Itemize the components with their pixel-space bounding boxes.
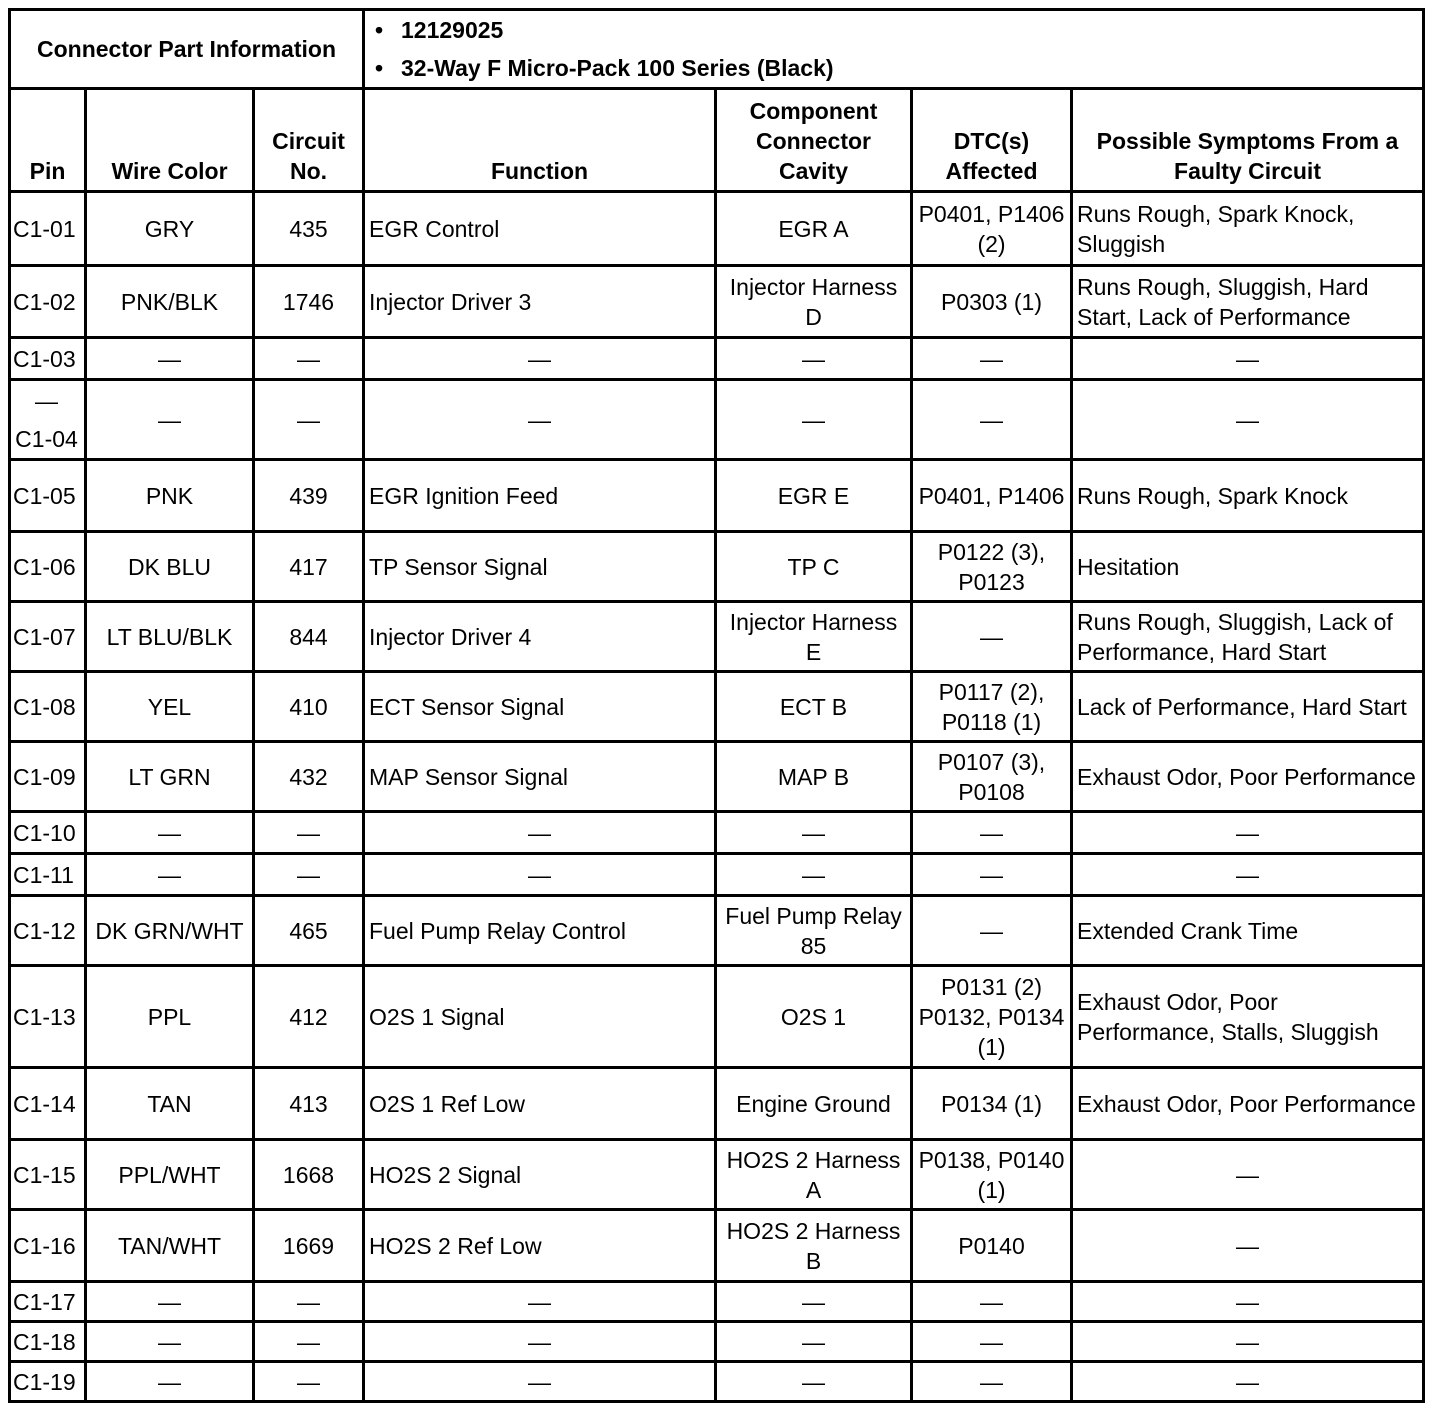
pinout-body — [10, 192, 1424, 1402]
cell-circuit-no: 412 — [254, 966, 364, 1068]
cell-circuit-no: — — [254, 380, 364, 460]
table-row — [10, 192, 1424, 266]
cell-function: — — [364, 854, 716, 896]
cell-cavity: Injector Harness E — [716, 602, 912, 672]
cell-pin: C1-19 — [10, 1362, 86, 1402]
cell-circuit-no: 844 — [254, 602, 364, 672]
cell-cavity: O2S 1 — [716, 966, 912, 1068]
cell-function: Injector Driver 3 — [364, 266, 716, 338]
cell-circuit-no: — — [254, 1322, 364, 1362]
cell-wire-color: TAN — [86, 1068, 254, 1140]
cell-dtc: — — [912, 1322, 1072, 1362]
cell-cavity: EGR A — [716, 192, 912, 266]
cell-function: Fuel Pump Relay Control — [364, 896, 716, 966]
cell-function: — — [364, 1282, 716, 1322]
header-dtc: DTC(s) Affected — [912, 89, 1072, 192]
cell-wire-color: — — [86, 1282, 254, 1322]
cell-pin: C1-05 — [10, 460, 86, 532]
cell-wire-color: PPL/WHT — [86, 1140, 254, 1210]
table-row — [10, 338, 1424, 380]
table-row — [10, 460, 1424, 532]
table-row — [10, 896, 1424, 966]
cell-circuit-no: — — [254, 338, 364, 380]
cell-function: O2S 1 Signal — [364, 966, 716, 1068]
cell-symptoms: Runs Rough, Sluggish, Hard Start, Lack of Performance — [1072, 266, 1424, 338]
cell-dtc: — — [912, 1362, 1072, 1402]
cell-pin: C1-01 — [10, 192, 86, 266]
table-row — [10, 966, 1424, 1068]
cell-wire-color: DK BLU — [86, 532, 254, 602]
cell-dtc: P0401, P1406 (2) — [912, 192, 1072, 266]
cell-pin: C1-03 — [10, 338, 86, 380]
cell-pin: C1-14 — [10, 1068, 86, 1140]
cell-pin: C1-17 — [10, 1282, 86, 1322]
cell-circuit-no: — — [254, 1282, 364, 1322]
connector-info-table — [8, 8, 1425, 90]
cell-cavity: ECT B — [716, 672, 912, 742]
cell-cavity: — — [716, 1362, 912, 1402]
cell-cavity: TP C — [716, 532, 912, 602]
cell-wire-color: PNK — [86, 460, 254, 532]
cell-function: TP Sensor Signal — [364, 532, 716, 602]
connector-info-list — [364, 10, 1424, 89]
cell-circuit-no: 439 — [254, 460, 364, 532]
cell-dtc: P0138, P0140 (1) — [912, 1140, 1072, 1210]
cell-dtc: P0140 — [912, 1210, 1072, 1282]
cell-symptoms: Runs Rough, Spark Knock, Sluggish — [1072, 192, 1424, 266]
cell-symptoms: — — [1072, 338, 1424, 380]
cell-pin: C1-02 — [10, 266, 86, 338]
cell-dtc: P0122 (3), P0123 — [912, 532, 1072, 602]
cell-symptoms: — — [1072, 1210, 1424, 1282]
cell-function: — — [364, 380, 716, 460]
cell-function: — — [364, 812, 716, 854]
cell-function: — — [364, 338, 716, 380]
header-function: Function — [364, 89, 716, 192]
cell-wire-color: PPL — [86, 966, 254, 1068]
cell-circuit-no: — — [254, 854, 364, 896]
cell-function: EGR Ignition Feed — [364, 460, 716, 532]
cell-function: MAP Sensor Signal — [364, 742, 716, 812]
cell-dtc: — — [912, 1282, 1072, 1322]
cell-dtc: P0134 (1) — [912, 1068, 1072, 1140]
cell-wire-color: GRY — [86, 192, 254, 266]
cell-function: Injector Driver 4 — [364, 602, 716, 672]
cell-dtc: — — [912, 812, 1072, 854]
cell-wire-color: — — [86, 1362, 254, 1402]
cell-cavity: Fuel Pump Relay 85 — [716, 896, 912, 966]
cell-symptoms: — — [1072, 854, 1424, 896]
pin-prefix: — — [35, 387, 58, 414]
cell-symptoms: Hesitation — [1072, 532, 1424, 602]
cell-function: HO2S 2 Signal — [364, 1140, 716, 1210]
cell-pin: C1-10 — [10, 812, 86, 854]
cell-circuit-no: 417 — [254, 532, 364, 602]
table-row — [10, 1068, 1424, 1140]
table-row — [10, 854, 1424, 896]
cell-symptoms: — — [1072, 1282, 1424, 1322]
cell-pin: C1-07 — [10, 602, 86, 672]
cell-dtc: — — [912, 854, 1072, 896]
cell-wire-color: TAN/WHT — [86, 1210, 254, 1282]
cell-dtc: P0131 (2) P0132, P0134 (1) — [912, 966, 1072, 1068]
cell-pin: C1-08 — [10, 672, 86, 742]
cell-wire-color: — — [86, 1322, 254, 1362]
table-row — [10, 672, 1424, 742]
cell-wire-color: LT GRN — [86, 742, 254, 812]
cell-symptoms: — — [1072, 380, 1424, 460]
cell-circuit-no: — — [254, 812, 364, 854]
cell-pin — [10, 380, 86, 460]
cell-pin: C1-16 — [10, 1210, 86, 1282]
cell-dtc: P0107 (3), P0108 — [912, 742, 1072, 812]
cell-pin: C1-12 — [10, 896, 86, 966]
table-row — [10, 1322, 1424, 1362]
cell-symptoms: Exhaust Odor, Poor Performance, Stalls, Sluggish — [1072, 966, 1424, 1068]
cell-cavity: HO2S 2 Harness B — [716, 1210, 912, 1282]
cell-function: EGR Control — [364, 192, 716, 266]
cell-symptoms: Exhaust Odor, Poor Performance — [1072, 1068, 1424, 1140]
cell-circuit-no: 465 — [254, 896, 364, 966]
cell-circuit-no: 1746 — [254, 266, 364, 338]
cell-wire-color: PNK/BLK — [86, 266, 254, 338]
cell-circuit-no: 410 — [254, 672, 364, 742]
cell-symptoms: Extended Crank Time — [1072, 896, 1424, 966]
cell-pin: C1-09 — [10, 742, 86, 812]
cell-circuit-no: 413 — [254, 1068, 364, 1140]
table-row — [10, 812, 1424, 854]
cell-wire-color: YEL — [86, 672, 254, 742]
pinout-table — [8, 87, 1425, 1403]
cell-cavity: EGR E — [716, 460, 912, 532]
cell-cavity: Injector Harness D — [716, 266, 912, 338]
cell-wire-color: — — [86, 338, 254, 380]
cell-dtc: — — [912, 338, 1072, 380]
cell-dtc: — — [912, 602, 1072, 672]
cell-function: — — [364, 1362, 716, 1402]
cell-wire-color: — — [86, 380, 254, 460]
table-row — [10, 742, 1424, 812]
cell-symptoms: Lack of Performance, Hard Start — [1072, 672, 1424, 742]
cell-symptoms: — — [1072, 1362, 1424, 1402]
table-row — [10, 1282, 1424, 1322]
connector-part-number: • 12129025 — [401, 11, 1418, 49]
pin-label: C1-04 — [15, 425, 78, 452]
cell-symptoms: — — [1072, 1322, 1424, 1362]
cell-dtc: P0401, P1406 — [912, 460, 1072, 532]
cell-cavity: — — [716, 812, 912, 854]
table-row — [10, 1362, 1424, 1402]
connector-info-label: Connector Part Information — [10, 10, 364, 89]
cell-dtc: — — [912, 896, 1072, 966]
cell-circuit-no: 1669 — [254, 1210, 364, 1282]
cell-pin: C1-18 — [10, 1322, 86, 1362]
cell-symptoms: Exhaust Odor, Poor Performance — [1072, 742, 1424, 812]
cell-pin: C1-13 — [10, 966, 86, 1068]
cell-pin: C1-15 — [10, 1140, 86, 1210]
table-row — [10, 532, 1424, 602]
table-row — [10, 266, 1424, 338]
cell-cavity: MAP B — [716, 742, 912, 812]
cell-cavity: Engine Ground — [716, 1068, 912, 1140]
cell-function: HO2S 2 Ref Low — [364, 1210, 716, 1282]
connector-table-sheet — [8, 8, 1422, 1403]
cell-cavity: — — [716, 854, 912, 896]
connector-info-row — [10, 10, 1424, 89]
header-pin: Pin — [10, 89, 86, 192]
cell-circuit-no: — — [254, 1362, 364, 1402]
cell-symptoms: Runs Rough, Spark Knock — [1072, 460, 1424, 532]
cell-symptoms: Runs Rough, Sluggish, Lack of Performance, Hard Start — [1072, 602, 1424, 672]
cell-pin: C1-11 — [10, 854, 86, 896]
cell-cavity: HO2S 2 Harness A — [716, 1140, 912, 1210]
cell-dtc: P0117 (2), P0118 (1) — [912, 672, 1072, 742]
cell-circuit-no: 1668 — [254, 1140, 364, 1210]
table-row — [10, 602, 1424, 672]
header-symptoms: Possible Symptoms From a Faulty Circuit — [1072, 89, 1424, 192]
cell-cavity: — — [716, 380, 912, 460]
cell-wire-color: — — [86, 854, 254, 896]
pinout-header-row — [10, 89, 1424, 192]
cell-cavity: — — [716, 338, 912, 380]
header-circuit-no: Circuit No. — [254, 89, 364, 192]
header-cavity: Component Connector Cavity — [716, 89, 912, 192]
connector-description: • 32-Way F Micro-Pack 100 Series (Black) — [401, 49, 1418, 87]
table-row — [10, 1210, 1424, 1282]
cell-wire-color: LT BLU/BLK — [86, 602, 254, 672]
table-row — [10, 380, 1424, 460]
cell-function: ECT Sensor Signal — [364, 672, 716, 742]
cell-cavity: — — [716, 1322, 912, 1362]
cell-pin: C1-06 — [10, 532, 86, 602]
table-row — [10, 1140, 1424, 1210]
cell-function: O2S 1 Ref Low — [364, 1068, 716, 1140]
cell-circuit-no: 432 — [254, 742, 364, 812]
cell-dtc: — — [912, 380, 1072, 460]
cell-circuit-no: 435 — [254, 192, 364, 266]
cell-cavity: — — [716, 1282, 912, 1322]
cell-symptoms: — — [1072, 812, 1424, 854]
cell-wire-color: DK GRN/WHT — [86, 896, 254, 966]
cell-wire-color: — — [86, 812, 254, 854]
cell-dtc: P0303 (1) — [912, 266, 1072, 338]
cell-function: — — [364, 1322, 716, 1362]
cell-symptoms: — — [1072, 1140, 1424, 1210]
header-wire-color: Wire Color — [86, 89, 254, 192]
